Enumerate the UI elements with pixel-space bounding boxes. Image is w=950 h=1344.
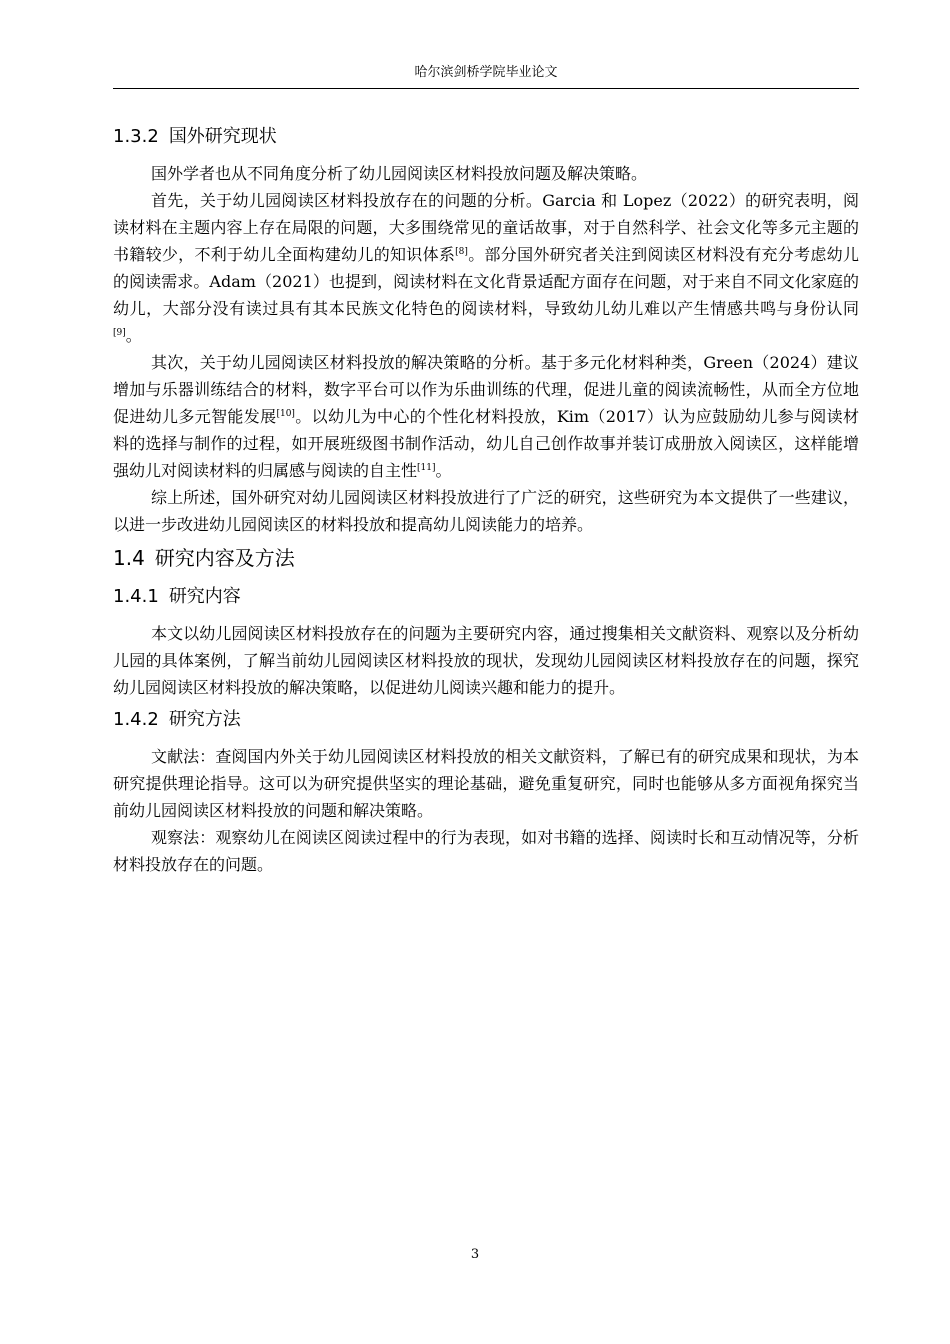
section-heading-1-3-2	[113, 118, 859, 156]
paragraph-text: 。	[435, 461, 452, 480]
paragraph	[113, 484, 859, 538]
section-number: 1.4.1	[113, 586, 159, 607]
citation-ref: [10]	[276, 409, 295, 419]
section-title: 国外研究现状	[168, 126, 277, 147]
paragraph-text: 。部分国外研究者关注到阅读区材料没有充分考虑幼儿的阅读需求。Adam（2021）也提到，阅读材料在文化背景适配方面存在问题，对于来自不同文化家庭的幼儿，大部分没有读过具有其本民族文化特色的阅读材料，导致幼儿幼儿难以产生情感共鸣与身份认同	[113, 245, 859, 318]
header-title: 哈尔滨剑桥学院毕业论文	[414, 65, 558, 80]
section-title: 研究内容	[168, 586, 241, 607]
paragraph	[113, 187, 859, 349]
citation-ref: [11]	[417, 463, 436, 473]
paragraph-text: 观察法：观察幼儿在阅读区阅读过程中的行为表现，如对书籍的选择、阅读时长和互动情况等，分析材料投放存在的问题。	[113, 828, 859, 874]
paragraph	[113, 160, 859, 187]
paragraph	[113, 743, 859, 824]
section-number: 1.4.2	[113, 709, 159, 730]
paragraph	[113, 620, 859, 701]
paragraph-text: 综上所述，国外研究对幼儿园阅读区材料投放进行了广泛的研究，这些研究为本文提供了一些建议，以进一步改进幼儿园阅读区的材料投放和提高幼儿阅读能力的培养。	[113, 488, 859, 534]
paragraph-text: 文献法：查阅国内外关于幼儿园阅读区材料投放的相关文献资料，了解已有的研究成果和现状，为本研究提供理论指导。这可以为研究提供坚实的理论基础，避免重复研究，同时也能够从多方面视角探究当前幼儿园阅读区材料投放的问题和解决策略。	[113, 747, 859, 820]
paragraph-text: 其次，关于幼儿园阅读区材料投放的解决策略的分析。基于多元化材料种类，Green（2024）建议增加与乐器训练结合的材料，数字平台可以作为乐曲训练的代理，促进儿童的阅读流畅性，从而全方位地促进幼儿多元智能发展	[113, 353, 859, 426]
paragraph-text: 。	[125, 326, 142, 345]
section-title: 研究内容及方法	[154, 546, 295, 570]
citation-ref: [8]	[455, 247, 468, 257]
section-number: 1.4	[113, 546, 145, 570]
page-number: 3	[470, 1247, 480, 1262]
paragraph-text: 国外学者也从不同角度分析了幼儿园阅读区材料投放问题及解决策略。	[151, 164, 648, 183]
paragraph-text: 。以幼儿为中心的个性化材料投放，Kim（2017）认为应鼓励幼儿参与阅读材料的选择与制作的过程，如开展班级图书制作活动，幼儿自己创作故事并装订成册放入阅读区，这样能增强幼儿对阅读材料的归属感与阅读的自主性	[113, 407, 859, 480]
section-heading-1-4-1	[113, 578, 859, 616]
paragraph	[113, 349, 859, 484]
paragraph-text: 本文以幼儿园阅读区材料投放存在的问题为主要研究内容，通过搜集相关文献资料、观察以及分析幼儿园的具体案例，了解当前幼儿园阅读区材料投放的现状，发现幼儿园阅读区材料投放存在的问题，探究幼儿园阅读区材料投放的解决策略，以促进幼儿阅读兴趣和能力的提升。	[113, 624, 859, 697]
section-heading-1-4-2	[113, 701, 859, 739]
paragraph-text: 首先，关于幼儿园阅读区材料投放存在的问题的分析。Garcia 和 Lopez（2022）的研究表明，阅读材料在主题内容上存在局限的问题，大多围绕常见的童话故事，对于自然科学、社会文化等多元主题的书籍较少，不利于幼儿全面构建幼儿的知识体系	[113, 191, 859, 264]
paragraph	[113, 824, 859, 878]
page-header	[113, 64, 859, 89]
document-body	[113, 118, 859, 878]
citation-ref: [9]	[113, 328, 126, 338]
section-title: 研究方法	[168, 709, 241, 730]
section-number: 1.3.2	[113, 126, 159, 147]
section-heading-1-4	[113, 538, 859, 578]
